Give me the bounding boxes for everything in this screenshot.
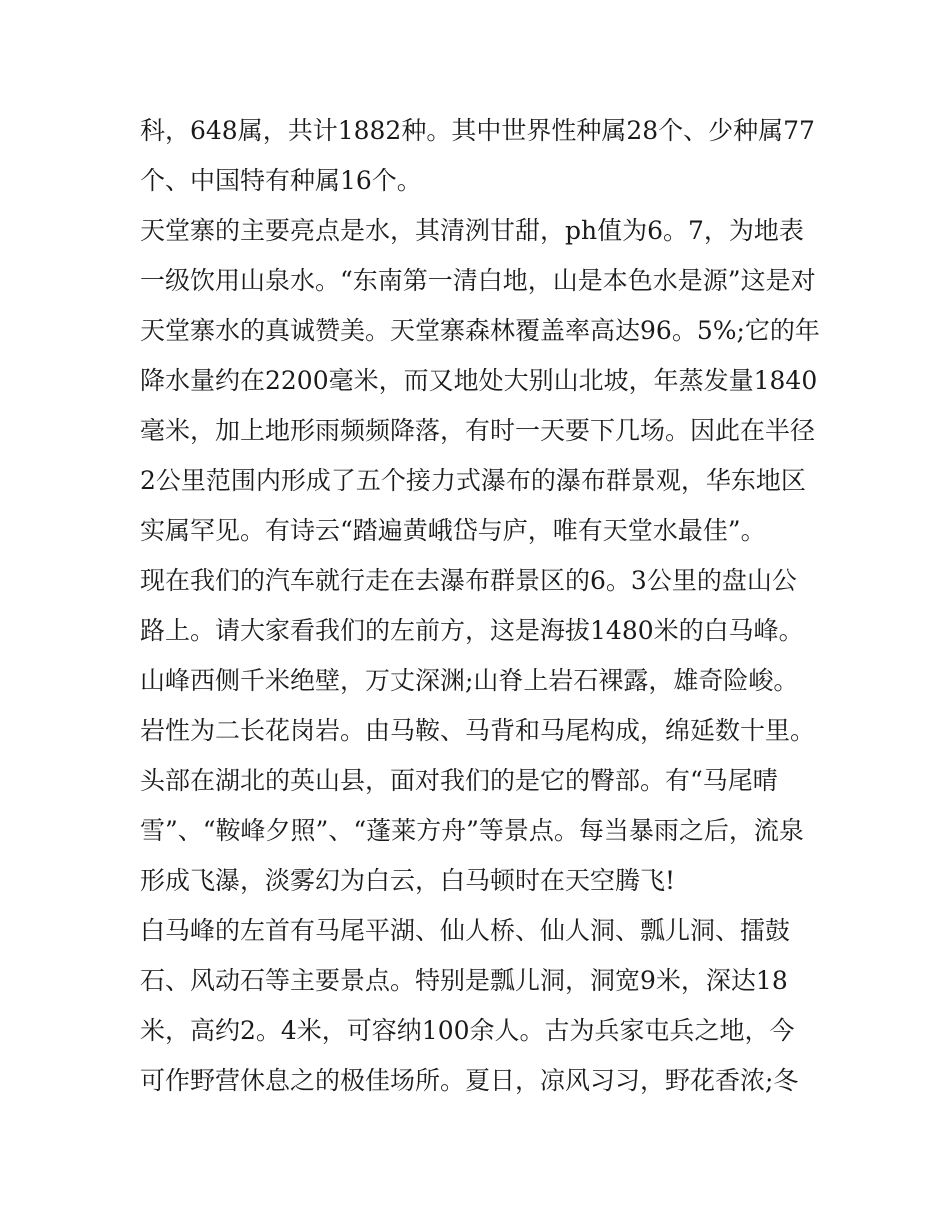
text-line: 可作野营休息之的极佳场所。夏日，凉风习习，野花香浓;冬: [140, 1066, 799, 1095]
text-line: 头部在湖北的英山县，面对我们的是它的臀部。有“马尾晴: [140, 766, 778, 795]
text-line: 形成飞瀑，淡雾幻为白云，白马顿时在天空腾飞!: [140, 866, 676, 895]
text-line: 雪”、“鞍峰夕照”、“蓬莱方舟”等景点。每当暴雨之后，流泉: [140, 816, 804, 845]
text-line: 2公里范围内形成了五个接力式瀑布的瀑布群景观，华东地区: [140, 466, 806, 495]
text-line: 路上。请大家看我们的左前方，这是海拔1480米的白马峰。: [140, 616, 804, 645]
text-line: 岩性为二长花岗岩。由马鞍、马背和马尾构成，绵延数十里。: [140, 716, 816, 745]
text-line: 天堂寨的主要亮点是水，其清洌甘甜，ph值为6。7，为地表: [140, 216, 804, 245]
text-line: 实属罕见。有诗云“踏遍黄峨岱与庐，唯有天堂水最佳”。: [140, 516, 766, 545]
text-line: 山峰西侧千米绝壁，万丈深渊;山脊上岩石裸露，雄奇险峻。: [140, 666, 799, 695]
text-line: 个、中国特有种属16个。: [140, 166, 422, 195]
text-line: 毫米，加上地形雨频频降落，有时一天要下几场。因此在半径: [140, 416, 816, 445]
text-line: 现在我们的汽车就行走在去瀑布群景区的6。3公里的盘山公: [140, 566, 797, 595]
text-line: 米，高约2。4米，可容纳100余人。古为兵家屯兵之地，今: [140, 1016, 795, 1045]
text-line: 天堂寨水的真诚赞美。天堂寨森林覆盖率高达96。5%;它的年: [140, 316, 820, 345]
text-line: 降水量约在2200毫米，而又地处大别山北坡，年蒸发量1840: [140, 366, 818, 395]
text-line: 一级饮用山泉水。“东南第一清白地，山是本色水是源”这是对: [140, 266, 816, 295]
text-line: 科，648属，共计1882种。其中世界性种属28个、少种属77: [140, 116, 815, 145]
text-line: 石、风动石等主要景点。特别是瓢儿洞，洞宽9米，深达18: [140, 966, 788, 995]
text-line: 白马峰的左首有马尾平湖、仙人桥、仙人洞、瓢儿洞、擂鼓: [140, 916, 791, 945]
